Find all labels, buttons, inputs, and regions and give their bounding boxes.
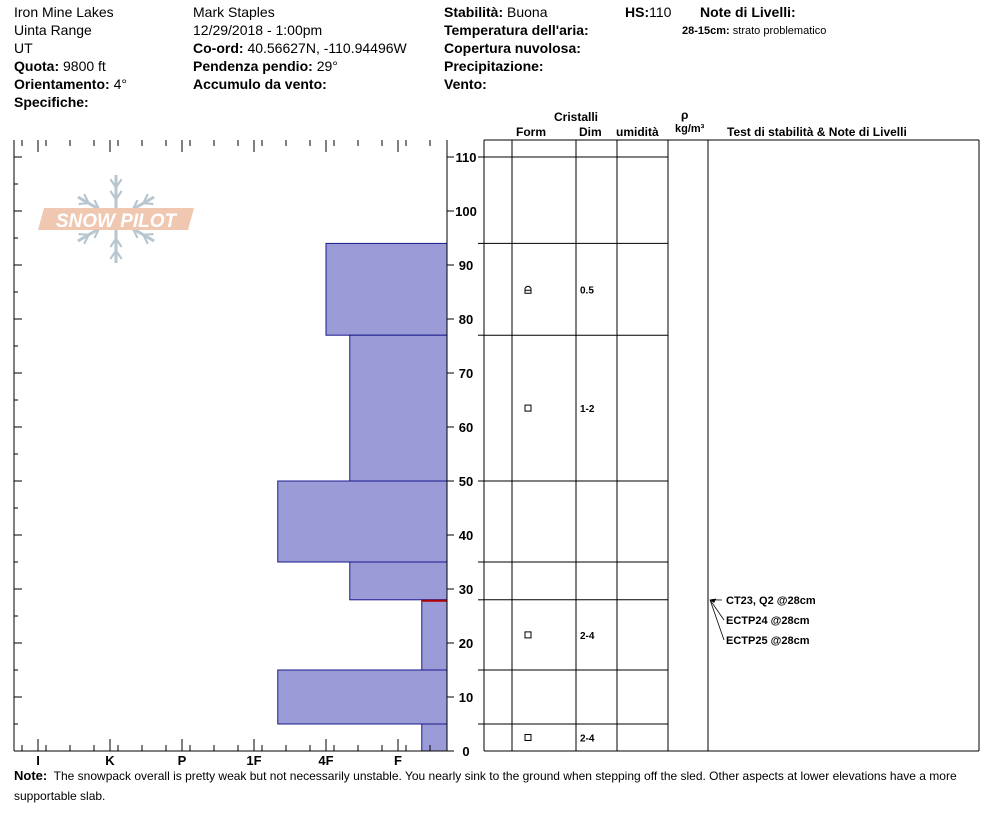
elevation-label: Quota:: [14, 58, 60, 74]
stability-value: Buona: [507, 4, 548, 20]
stability-tests: [710, 595, 816, 647]
grain-size-label: 1-2: [580, 404, 595, 416]
aspect-label: Orientamento:: [14, 76, 110, 92]
coord-label: Co-ord:: [193, 40, 244, 56]
hardness-tick-label: 4F: [318, 753, 334, 768]
stability-test-label: ECTP24 @28cm: [726, 615, 810, 627]
layer-note-range: 28-15cm:: [682, 25, 730, 37]
logo-text: SNOW PILOT: [55, 211, 177, 232]
elevation-value: 9800 ft: [63, 58, 106, 74]
flake-branch: [143, 203, 153, 204]
specifics-label: Specifiche:: [14, 94, 89, 110]
flake-branch: [79, 203, 89, 204]
mountain-range: Uinta Range: [14, 22, 92, 38]
grain-size-label: 2-4: [580, 630, 595, 642]
test-leader-line: [710, 600, 724, 640]
test-leader-line: [710, 600, 724, 620]
stability-label: Stabilità:: [444, 4, 504, 20]
precip-label: Precipitazione:: [444, 58, 544, 74]
height-tick-label: 60: [458, 420, 474, 435]
note-text: The snowpack overall is pretty weak but not necessarily unstable. You nearly sink to the ground when stepping off the sled. Other aspects at lower elevations have a more supportable slab.: [14, 769, 957, 803]
hardness-tick-label: F: [394, 753, 402, 768]
stability-test-label: ECTP25 @28cm: [726, 635, 810, 647]
flake-branch: [143, 234, 153, 235]
grain-size-label: 2-4: [580, 733, 595, 745]
hardness-bar: [350, 335, 447, 481]
height-tick-label: 40: [458, 528, 474, 543]
observer-name: Mark Staples: [193, 4, 275, 20]
hardness-bar: [326, 243, 447, 335]
profile-note: [14, 766, 979, 806]
height-tick-label: 10: [458, 690, 474, 705]
height-tick-label: 0: [462, 744, 470, 759]
crystals-header: Cristalli: [554, 110, 599, 124]
tests-header: Test di stabilità & Note di Livelli: [727, 125, 907, 139]
hs-value: 110: [649, 4, 672, 20]
height-tick-label: 30: [458, 582, 474, 597]
note-label: Note:: [14, 768, 48, 783]
form-header: Form: [516, 125, 546, 139]
faceted-crystal-icon: [525, 632, 531, 638]
coord-value: 40.56627N, -110.94496W: [247, 40, 407, 56]
hardness-bar: [350, 562, 447, 600]
layer-table: [478, 140, 979, 751]
hardness-bar: [278, 481, 447, 562]
hardness-tick-label: I: [36, 753, 40, 768]
height-tick-label: 90: [458, 258, 474, 273]
faceted-crystal-icon: [525, 405, 531, 411]
moisture-header: umidità: [616, 125, 659, 139]
height-tick-label: 50: [458, 474, 474, 489]
location-name: Iron Mine Lakes: [14, 4, 114, 20]
slope-label: Pendenza pendio:: [193, 58, 313, 74]
layer-notes-heading: Note di Livelli:: [700, 4, 796, 20]
hardness-tick-label: 1F: [246, 753, 262, 768]
air-temp-label: Temperatura dell'aria:: [444, 22, 589, 38]
rho-header: ρ: [681, 108, 689, 122]
observation-datetime: 12/29/2018 - 1:00pm: [193, 22, 323, 38]
hs-label: HS:: [625, 4, 650, 20]
height-tick-label: 110: [455, 150, 477, 165]
wind-label: Vento:: [444, 76, 487, 92]
hardness-tick-label: K: [105, 753, 115, 768]
flake-branch: [79, 234, 89, 235]
hardness-bar: [422, 724, 447, 751]
height-tick-label: 80: [458, 312, 474, 327]
cloud-label: Copertura nuvolosa:: [444, 40, 581, 56]
height-tick-label: 70: [458, 366, 474, 381]
size-header: Dim: [579, 125, 602, 139]
slope-value: 29°: [316, 58, 338, 74]
hardness-bar: [278, 670, 447, 724]
hardness-bars: [278, 243, 447, 751]
layer-note-text: strato problematico: [732, 25, 827, 37]
height-tick-label: 100: [455, 204, 477, 219]
hardness-bar: [422, 600, 447, 670]
grain-size-label: 0.5: [580, 285, 594, 297]
faceted-crystal-icon: [525, 735, 531, 741]
wind-loading-label: Accumulo da vento:: [193, 76, 327, 92]
aspect-value: 4°: [113, 76, 127, 92]
height-tick-label: 20: [458, 636, 474, 651]
hardness-tick-label: P: [177, 753, 187, 768]
snowpilot-logo: [38, 175, 194, 263]
density-header: kg/m³: [675, 123, 705, 135]
stability-test-label: CT23, Q2 @28cm: [726, 595, 816, 607]
state: UT: [14, 40, 33, 56]
